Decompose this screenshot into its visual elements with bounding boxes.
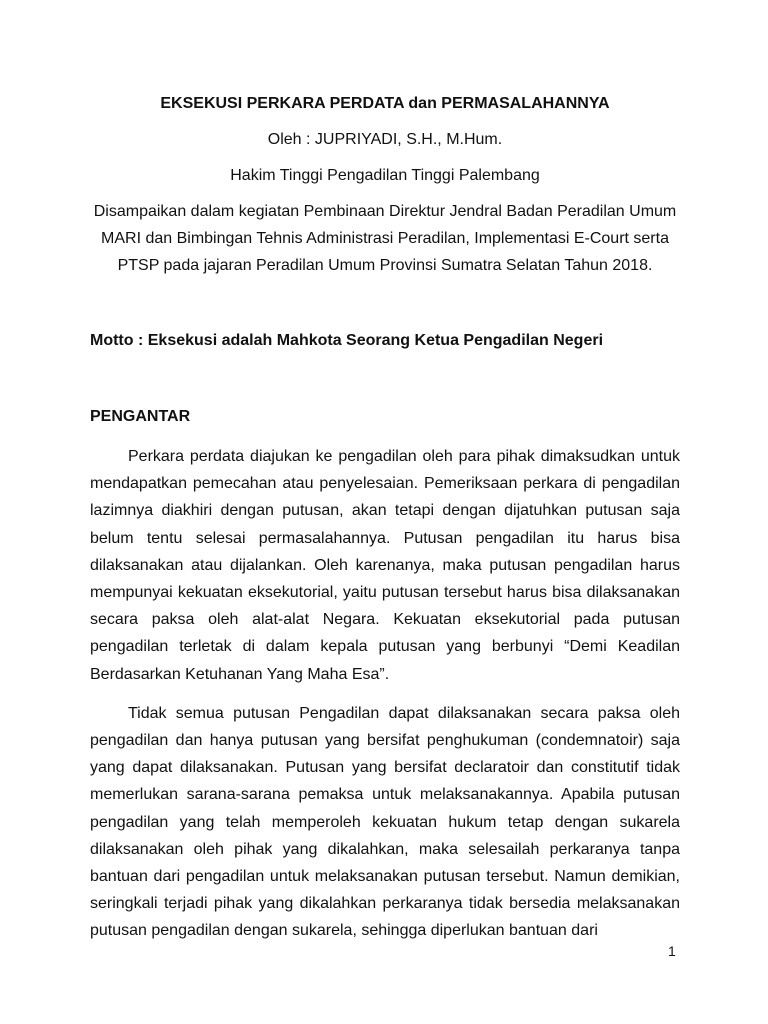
author-position: Hakim Tinggi Pengadilan Tinggi Palembang [230, 167, 540, 184]
document-author: Oleh : JUPRIYADI, S.H., M.Hum. [267, 131, 503, 148]
motto: Motto : Eksekusi adalah Mahkota Seorang Ketua Pengadilan Negeri [90, 332, 604, 349]
document-body [90, 92, 680, 945]
document-title: EKSEKUSI PERKARA PERDATA dan PERMASALAHANNYA [160, 95, 610, 112]
section-heading: PENGANTAR [90, 408, 191, 425]
page-number: 1 [668, 943, 676, 959]
paragraph-1: Perkara perdata diajukan ke pengadilan oleh para pihak dimaksudkan untuk mendapatkan pemecahan atau penyelesaian. Pemeriksaan perkara di pengadilan lazimnya diakhiri dengan putusan, akan tetapi dengan dijatuhkan putusan saja belum tentu selesai permasalahannya. Putusan pengadilan itu harus bisa dilaksanakan atau dijalankan. Oleh karenanya, maka putusan pengadilan harus mempunyai kekuatan eksekutorial, yaitu putusan tersebut harus bisa dilaksanakan secara paksa oleh alat-alat Negara. Kekuatan eksekutorial pada putusan pengadilan terletak di dalam kepala putusan yang berbunyi “Demi Keadilan Berdasarkan Ketuhanan Yang Maha Esa”. [90, 448, 680, 683]
presentation-note: Disampaikan dalam kegiatan Pembinaan Direktur Jendral Badan Peradilan Umum MARI dan Bimbingan Tehnis Administrasi Peradilan, Implementasi E-Court serta PTSP pada jajaran Peradilan Umum Provinsi Sumatra Selatan Tahun 2018. [93, 203, 677, 274]
paragraph-2: Tidak semua putusan Pengadilan dapat dilaksanakan secara paksa oleh pengadilan dan hanya putusan yang bersifat penghukuman (condemnatoir) saja yang dapat dilaksanakan. Putusan yang bersifat declaratoir dan constitutif tidak memerlukan sarana-sarana pemaksa untuk melaksanakannya. Apabila putusan pengadilan yang telah memperoleh kekuatan hukum tetap dengan sukarela dilaksanakan oleh pihak yang dikalahkan, maka selesailah perkaranya tanpa bantuan dari pengadilan untuk melaksanakan putusan tersebut. Namun demikian, seringkali terjadi pihak yang dikalahkan perkaranya tidak bersedia melaksanakan putusan pengadilan dengan sukarela, sehingga diperlukan bantuan dari [90, 704, 680, 940]
